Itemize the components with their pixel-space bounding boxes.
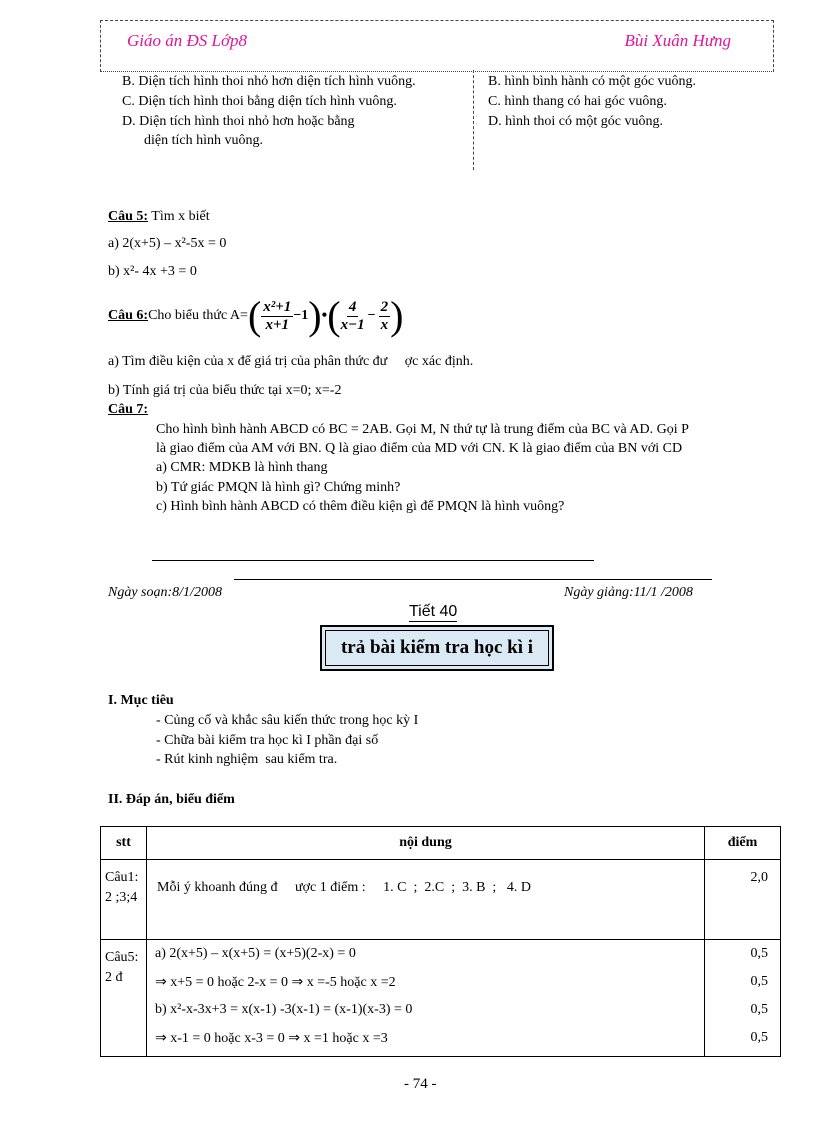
muc-tieu-item-1: - Củng cố và khắc sâu kiến thức trong học kỳ I bbox=[156, 713, 419, 728]
option-left-d-cont: diện tích hình vuông. bbox=[144, 133, 263, 148]
header-left-title: Giáo án ĐS Lớp8 bbox=[127, 31, 248, 50]
paren-open-2: ( bbox=[327, 293, 341, 338]
lesson-title: trả bài kiểm tra học kì i bbox=[340, 637, 534, 658]
separator-line-2 bbox=[234, 579, 712, 580]
cau7-line2: là giao điểm của AM với BN. Q là giao điểm của MD với CN. K là giao điểm của BN với CD bbox=[156, 441, 683, 456]
cau5-text: Tìm x biết bbox=[148, 209, 210, 224]
row2-line-3: b) x²-x-3x+3 = x(x-1) -3(x-1) = (x-1)(x-3) = 0 bbox=[155, 1002, 413, 1017]
row2-score-3: 0,5 bbox=[750, 1002, 768, 1017]
fraction-2 bbox=[341, 299, 365, 334]
table-row bbox=[101, 860, 781, 940]
ngay-soan: Ngày soạn:8/1/2008 bbox=[108, 585, 222, 600]
fraction-3-den: x bbox=[380, 316, 389, 333]
fraction-1 bbox=[261, 299, 293, 334]
header-author: Bùi Xuân Hưng bbox=[624, 31, 731, 50]
table-header-row bbox=[101, 827, 781, 860]
row2-line-2: ⇒ x+5 = 0 hoặc 2-x = 0 ⇒ x =-5 hoặc x =2 bbox=[155, 975, 396, 990]
cau5-b: b) x²- 4x +3 = 0 bbox=[108, 264, 197, 279]
fraction-2-den: x−1 bbox=[340, 316, 365, 333]
option-left-b: B. Diện tích hình thoi nhỏ hơn diện tích hình vuông. bbox=[122, 74, 416, 89]
cau7-line1: Cho hình bình hành ABCD có BC = 2AB. Gọi M, N thứ tự là trung điểm của BC và AD. Gọi P bbox=[156, 422, 689, 437]
fraction-3 bbox=[379, 299, 391, 334]
page-number: - 74 - bbox=[404, 1076, 437, 1092]
cau5-a: a) 2(x+5) – x²-5x = 0 bbox=[108, 236, 227, 251]
option-left-c: C. Diện tích hình thoi bằng diện tích hình vuông. bbox=[122, 94, 397, 109]
cau7-b: b) Tứ giác PMQN là hình gì? Chứng minh? bbox=[156, 480, 401, 495]
cau6-b: b) Tính giá trị của biểu thức tại x=0; x=-2 bbox=[108, 383, 342, 398]
row2-stt: Câu5: 2 đ bbox=[101, 940, 147, 1057]
cau6-a: a) Tìm điều kiện của x để giá trị của phân thức đư ợc xác định. bbox=[108, 354, 474, 369]
row1-score: 2,0 bbox=[705, 860, 781, 940]
lesson-title-box bbox=[320, 625, 554, 671]
row2-scores bbox=[705, 940, 781, 1057]
row2-score-1: 0,5 bbox=[750, 946, 768, 961]
row2-score-4: 0,5 bbox=[750, 1030, 768, 1045]
row1-stt: Câu1: 2 ;3;4 bbox=[101, 860, 147, 940]
fraction-1-num: x²+1 bbox=[263, 298, 292, 315]
fraction-3-num: 2 bbox=[380, 298, 389, 315]
cau7-c: c) Hình bình hành ABCD có thêm điều kiện gì để PMQN là hình vuông? bbox=[156, 499, 565, 514]
minus-sign: − bbox=[367, 308, 376, 323]
muc-tieu-item-2: - Chữa bài kiểm tra học kì I phần đại số bbox=[156, 733, 379, 748]
header-noi-dung: nội dung bbox=[147, 827, 705, 860]
answer-table bbox=[100, 826, 781, 1057]
muc-tieu-item-3: - Rút kinh nghiệm sau kiểm tra. bbox=[156, 752, 338, 767]
ngay-giang: Ngày giảng:11/1 /2008 bbox=[564, 585, 693, 600]
dot-operator: • bbox=[321, 307, 328, 324]
table-row bbox=[101, 940, 781, 1057]
option-right-c: C. hình thang có hai góc vuông. bbox=[488, 94, 667, 109]
column-divider bbox=[473, 70, 474, 170]
cau7-a: a) CMR: MDKB là hình thang bbox=[156, 460, 328, 475]
dap-an-heading: II. Đáp án, biểu điểm bbox=[108, 792, 235, 807]
paren-close-1: ) bbox=[308, 293, 322, 338]
page-header bbox=[100, 20, 774, 72]
row1-content: Mỗi ý khoanh đúng đ ược 1 điểm : 1. C ; 2.C ; 3. B ; 4. D bbox=[147, 860, 705, 940]
row2-line-4: ⇒ x-1 = 0 hoặc x-3 = 0 ⇒ x =1 hoặc x =3 bbox=[155, 1031, 388, 1046]
cau5-label: Câu 5: bbox=[108, 209, 149, 224]
row2-line-1: a) 2(x+5) – x(x+5) = (x+5)(2-x) = 0 bbox=[155, 946, 356, 961]
cau6-text: Cho biểu thức A= bbox=[148, 308, 248, 323]
cau5-question bbox=[108, 209, 210, 225]
header-stt: stt bbox=[101, 827, 147, 860]
fraction-1-den: x+1 bbox=[265, 316, 290, 333]
separator-line-1 bbox=[152, 560, 594, 561]
option-right-d: D. hình thoi có một góc vuông. bbox=[488, 114, 663, 129]
cau6-label: Câu 6: bbox=[108, 308, 149, 323]
paren-close-2: ) bbox=[390, 293, 404, 338]
row2-content bbox=[147, 940, 705, 1057]
option-right-b: B. hình bình hành có một góc vuông. bbox=[488, 74, 697, 89]
paren-open-1: ( bbox=[247, 293, 262, 338]
cau7-label: Câu 7: bbox=[108, 402, 149, 417]
fraction-2-num: 4 bbox=[348, 298, 357, 315]
tiet-number: Tiết 40 bbox=[409, 603, 458, 620]
row2-score-2: 0,5 bbox=[750, 974, 768, 989]
option-left-d: D. Diện tích hình thoi nhỏ hơn hoặc bằng bbox=[122, 114, 355, 129]
header-diem: điểm bbox=[705, 827, 781, 860]
minus-one: −1 bbox=[293, 308, 309, 323]
cau6-question bbox=[108, 291, 403, 341]
muc-tieu-heading: I. Mục tiêu bbox=[108, 693, 174, 708]
